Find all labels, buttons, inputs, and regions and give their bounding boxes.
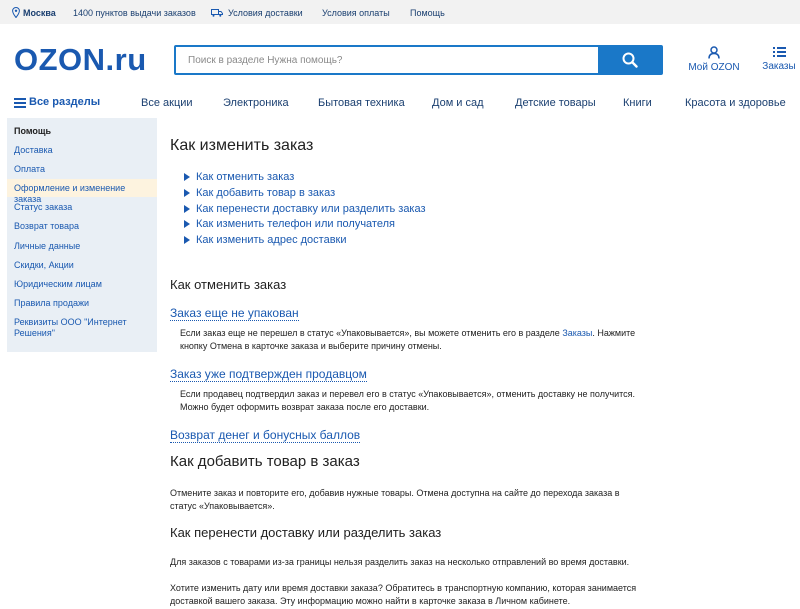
pickup-points-link[interactable]: 1400 пунктов выдачи заказов xyxy=(73,8,196,18)
my-ozon-label: Мой OZON xyxy=(688,62,740,73)
sidebar-item-delivery[interactable]: Доставка xyxy=(14,145,53,155)
paragraph-text: Если заказ еще не перешел в статус «Упаковывается», вы можете отменить его в разделе xyxy=(180,328,563,338)
delivery-terms-link[interactable] xyxy=(211,8,303,18)
sidebar-item-order-edit[interactable]: Оформление и изменение заказа xyxy=(14,183,126,204)
toc-link-cancel[interactable] xyxy=(184,171,294,183)
sidebar-heading: Помощь xyxy=(14,126,52,136)
triangle-right-icon xyxy=(184,173,190,181)
location-pin-icon xyxy=(12,7,20,18)
nav-item-beauty-health[interactable]: Красота и здоровье xyxy=(685,97,786,109)
triangle-right-icon xyxy=(184,205,190,213)
toc-link-add-item[interactable] xyxy=(184,187,335,199)
help-sidebar xyxy=(7,118,157,352)
toc-link-label: Как перенести доставку или разделить заказ xyxy=(196,203,426,215)
nav-item-kids[interactable]: Детские товары xyxy=(515,97,596,109)
menu-icon xyxy=(14,98,26,107)
subsection-link-refund[interactable]: Возврат денег и бонусных баллов xyxy=(170,428,361,442)
triangle-right-icon xyxy=(184,189,190,197)
city-selector[interactable] xyxy=(12,7,56,18)
nav-item-books[interactable]: Книги xyxy=(623,97,652,109)
top-bar xyxy=(0,0,800,24)
orders-link[interactable]: Заказы xyxy=(562,328,593,338)
nav-item-appliances[interactable]: Бытовая техника xyxy=(318,97,405,109)
toc-link-reschedule[interactable] xyxy=(184,203,426,215)
subsection-link-not-packed[interactable]: Заказ еще не упакован xyxy=(170,306,299,320)
toc-link-label: Как отменить заказ xyxy=(196,171,295,183)
toc-link-label: Как изменить адрес доставки xyxy=(196,234,347,246)
sidebar-item-personal-data[interactable]: Личные данные xyxy=(14,241,81,251)
toc-link-address[interactable] xyxy=(184,234,347,246)
orders-button[interactable] xyxy=(759,46,799,72)
city-name: Москва xyxy=(23,7,56,18)
subsection-link-confirmed[interactable]: Заказ уже подтвержден продавцом xyxy=(170,367,367,381)
sidebar-item-order-status[interactable]: Статус заказа xyxy=(14,202,73,212)
paragraph-split-1: Для заказов с товарами из-за границы нельзя разделить заказ на несколько отправлений во время доставки. xyxy=(170,557,630,567)
user-icon xyxy=(708,46,720,59)
help-link[interactable]: Помощь xyxy=(410,8,445,18)
sidebar-item-sales-rules[interactable]: Правила продажи xyxy=(14,298,90,308)
all-sections-button[interactable] xyxy=(14,96,100,108)
sidebar-item-returns[interactable]: Возврат товара xyxy=(14,221,79,231)
paragraph-add-item: Отмените заказ и повторите его, добавив нужные товары. Отмена доступна на сайте до перехода заказа в статус «Упаковывается». xyxy=(170,488,620,511)
search-input[interactable] xyxy=(176,47,600,73)
page-title: Как изменить заказ xyxy=(170,137,314,154)
paragraph-confirmed: Если продавец подтвердил заказ и перевел его в статус «Упаковывается», отменить доставку не получится. Можно будет оформить возврат заказа после его доставки. xyxy=(180,389,636,412)
search-bar xyxy=(174,45,663,75)
search-icon xyxy=(622,52,638,68)
toc-link-recipient[interactable] xyxy=(184,218,395,230)
list-icon xyxy=(773,46,786,58)
payment-terms-link[interactable]: Условия оплаты xyxy=(322,8,390,18)
paragraph-split-2: Хотите изменить дату или время доставки заказа? Обратитесь в транспортную компанию, которая занимается доставкой вашего заказа. Эту информацию можно найти в карточке заказа в Личном кабинете. xyxy=(170,583,637,606)
paragraph-text: . Нажмите кнопку Отмена в карточке заказа и выберите причину отмены. xyxy=(180,328,636,351)
toc-link-label: Как добавить товар в заказ xyxy=(196,187,336,199)
toc-link-label: Как изменить телефон или получателя xyxy=(196,218,395,230)
triangle-right-icon xyxy=(184,236,190,244)
delivery-terms-label: Условия доставки xyxy=(228,8,303,18)
search-button[interactable] xyxy=(598,47,661,73)
section-heading-add-item: Как добавить товар в заказ xyxy=(170,453,360,470)
sidebar-item-discounts[interactable]: Скидки, Акции xyxy=(14,260,74,270)
my-ozon-button[interactable] xyxy=(685,46,743,73)
sidebar-item-payment[interactable]: Оплата xyxy=(14,164,45,174)
nav-item-electronics[interactable]: Электроника xyxy=(223,97,289,109)
sidebar-item-legal-entities[interactable]: Юридическим лицам xyxy=(14,279,102,289)
nav-item-home-garden[interactable]: Дом и сад xyxy=(432,97,484,109)
section-heading-cancel: Как отменить заказ xyxy=(170,277,287,292)
ozon-logo[interactable]: OZON.ru xyxy=(14,42,147,77)
category-nav xyxy=(0,92,800,114)
sidebar-item-company-details[interactable]: Реквизиты ООО "Интернет Решения" xyxy=(14,317,127,338)
section-heading-reschedule: Как перенести доставку или разделить заказ xyxy=(170,525,442,540)
nav-item-promotions[interactable]: Все акции xyxy=(141,97,193,109)
truck-icon xyxy=(211,9,223,17)
paragraph-not-packed xyxy=(180,327,650,353)
all-sections-label: Все разделы xyxy=(29,96,101,108)
triangle-right-icon xyxy=(184,220,190,228)
orders-label: Заказы xyxy=(762,61,796,72)
